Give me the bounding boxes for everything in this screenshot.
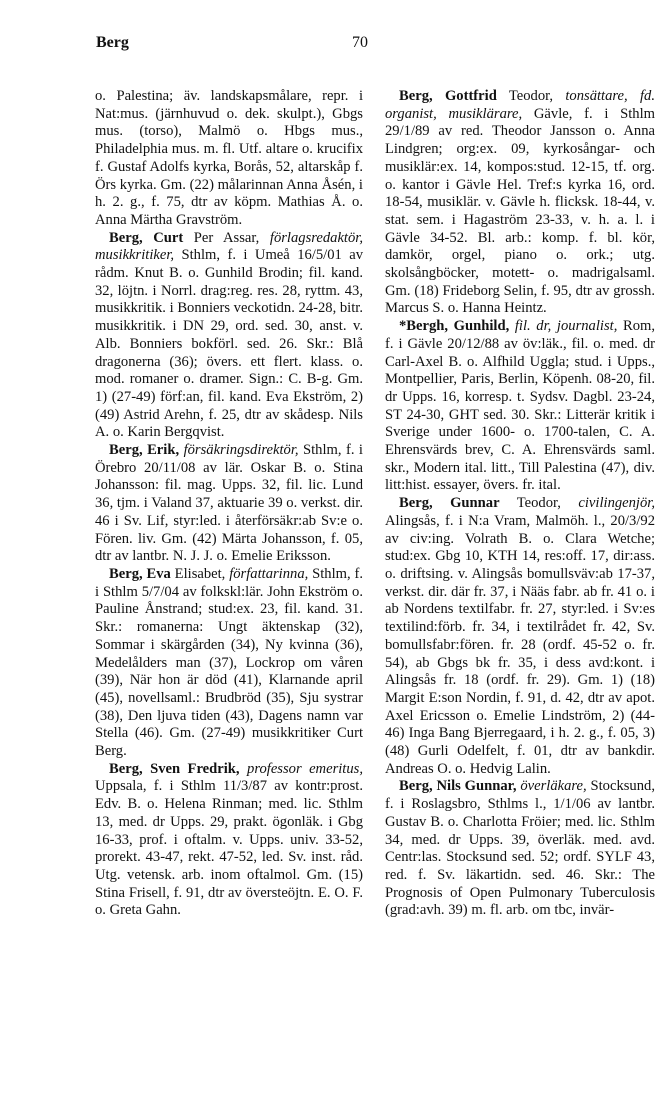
right-column: [385, 88, 655, 920]
page-number: 70: [352, 34, 368, 51]
entry-berg-sven: [95, 761, 363, 920]
entry-headword: Berg, Gunnar: [399, 495, 500, 512]
entry-text: o. Palestina; äv. landskapsmålare, repr. i Nat:mus. (järnhuvud o. dek. skulpt.), Gbgs mus. (torso), Malmö o. Hbgs mus., Philadelphia mus. m. fl. Utf. altare o. krucifix f. Gustaf Adolfs kyrka, Borås, 52, altarskåp f. Örs kyrka. Gm. (22) målarinnan Anna Åsén, i h. 2. g., f. 75, dtr av köpm. Mathias Å. o. Anna Märtha Gravström.: [95, 88, 363, 228]
entry-text: Rom, f. i Gävle 20/12/88 av öv:läk., fil. o. med. dr Carl-Axel B. o. Alfhild Uggla; stud. i Upps., Montpellier, Paris, Berlin, Köpenh. 08-20, fil. dr Upps. 16, korresp. t. Sydsv. Dagbl. 23-24, ST 24-30, GHT sed. 30. Skr.: Litterär kritik i Sverige under 1600- o. 1700-talen, C. A. Ehrensvärds brev, C. A. Ehrensvärds saml. skr., Modern ital. litt., Till Palestina (47), div. litt:hist. essayer, övers. fr. ital.: [385, 318, 655, 494]
entry-headword: *Bergh, Gunhild,: [399, 318, 510, 335]
entry-continuation: [95, 88, 363, 230]
entry-berg-curt: [95, 230, 363, 442]
entry-text: Uppsala, f. i Sthlm 11/3/87 av kontr:prost. Edv. B. o. Helena Rinman; med. lic. Sthlm 13, med. dr Upps. 29, prakt. ögonläk. i Gbg 16-33, prof. i oftalm. v. Upps. univ. 33-52, prorekt. 43-47, rekt. 47-52, led. Sv. inst. råd. Utg. vetensk. arb. inom oftalmol. Gm. (15) Stina Frisell, f. 91, dtr av översteöjtn. E. O. F. o. Greta Gahn.: [95, 778, 363, 919]
entry-text: Alingsås, f. i N:a Vram, Malmöh. l., 20/3/92 av civ:ing. Volrath B. o. Clara Wetche; stud:ex. Gbg 10, KTH 14, res:off. 17, dir:ass. o. driftsing. v. Alingsås bomullsväv:ab 17-37, verkst. dir. där fr. 37, i Nääs fabr. ab fr. 41 o. i ab Nordens textilfabr. fr. 27, styr:led. i Sv:es textilind:förb. fr. 34, i textilrådet fr. 42, Sv. bomullsfabr:fören. fr. 28 (ordf. 45-52 o. fr. 54), ab Gbgs bk fr. 35, i dess avd:kont. i Alingsås fr. 18 (ordf. fr. 29). Gm. 1) (18) Margit E:son Nordin, f. 91, d. 42, dtr av apot. Axel Ericsson o. Emelie Lindström, 2) (44-46) Inga Bang Bjerregaard, i h. 2. g., f. 05, 3) (48) Gurli Odelfelt, f. 01, dtr av bankdir. Andreas O. o. Hedvig Lalin.: [385, 512, 655, 777]
entry-given-names: Per Assar,: [193, 229, 260, 246]
running-header: Berg: [96, 34, 129, 51]
entry-title: försäkringsdirektör,: [183, 442, 299, 459]
entry-title: överläkare,: [520, 778, 587, 795]
entry-given-names: Teodor,: [516, 495, 561, 512]
entry-text: Sthlm, f. i Umeå 16/5/01 av rådm. Knut B. o. Gunhild Brodin; fil. kand. 32, löjtn. i Norrl. drag:reg. res. 28, ryttm. 43, musikkritik. i Bonniers veckotidn. 24-28, bitr. musikkritik. i DN 29, ord. sed. 30, anst. v. Alb. Bonniers bokförl. sed. 26. Skr.: Blå dragonerna (36); övers. ett flert. klass. o. mod. romaner o. dramer. Sign.: C. B-g. Gm. 1) (27-49) förf:an, fil. kand. Eva Ekström, 2) (49) Astrid Arehn, f. 25, dtr av skådesp. Nils A. o. Karin Bergqvist.: [95, 247, 363, 441]
entry-title: författarinna,: [229, 565, 309, 582]
entry-title: professor emeritus,: [247, 760, 363, 777]
entry-given-names: Elisabet,: [174, 565, 226, 582]
entry-text: Sthlm, f. i Örebro 20/11/08 av lär. Oskar B. o. Stina Johansson: fil. mag. Upps. 32, fil. lic. Lund 36, tjm. i Valand 37, aktuarie 39 o. verkst. dir. 46 i Sv. Lif, styr:led. i återförsäkr:ab Sv:e o. Fören. liv. Gm. (42) Märta Johansson, f. 05, dtr av lantbr. N. J. J. o. Emelie Eriksson.: [95, 442, 363, 565]
entry-given-names: Teodor,: [508, 88, 554, 104]
entry-headword: Berg, Gottfrid: [399, 88, 497, 104]
entry-text: Stocksund, f. i Roslagsbro, Sthlms l., 1/1/06 av lantbr. Gustav B. o. Charlotta Fröier; med. lic. Sthlm 34, med. dr Upps. 39, överläk. med. avd. Centr:las. Stocksund sed. 52; ordf. SYLF 43, red. f. Sv. läkartidn. sed. 46. Skr.: The Prognosis of Open Pulmonary Tuberculosis (grad:avh. 39) m. fl. arb. om tbc, invär-: [385, 778, 655, 919]
entry-text: Sthlm, f. i Sthlm 5/7/04 av folkskl:lär. John Ekström o. Pauline Ånstrand; stud:ex. 23, fil. kand. 31. Skr.: romanerna: Ungt äktenskap (32), Sommar i skärgården (34), Ny kvinna (36), Medelålders man (37), Lockrop om våren (39), När hon är död (41), Klarnande april (45), novellsaml.: Brudbröd (35), Sju systrar (38), Den ljuva tiden (43), Dagens namn var Stella (46). Gm. (27-49) musikkritiker Curt Berg.: [95, 565, 364, 760]
entry-bergh-gunhild: [385, 318, 655, 495]
entry-text: Gävle, f. i Sthlm 29/1/89 av red. Theodor Jansson o. Anna Lindgren; org:ex. 09, kyrkosångar- och musiklär:ex. 14, kompos:stud. 12-15, tf. org. o. kantor i Gävle Hel. Tref:s kyrka 16, ord. 18-54, musiklär. v. Gävle h. flicksk. 18-44, v. stat. sem. i Hagaström 23-33, v. h. a. l. i Gävle 34-52. Bl. arb.: komp. f. bl. kör, damkör, orgel, piano o. ork.; utg. skolsångböcker, motett- o. madrigalsaml. Gm. (18) Frideborg Selin, f. 95, dtr av grossh. Marcus S. o. Hanna Heintz.: [385, 105, 655, 317]
entry-title: civilingenjör,: [578, 495, 655, 512]
entry-berg-gunnar: [385, 495, 655, 778]
entry-headword: Berg, Eva: [109, 565, 171, 582]
entry-berg-nils-gunnar: [385, 778, 655, 920]
entry-headword: Berg, Curt: [109, 229, 184, 246]
entry-berg-gottfrid: [385, 88, 655, 318]
entry-title: förlagsredaktör, musikkritiker,: [95, 229, 363, 264]
left-column: [95, 88, 363, 920]
entry-headword: Berg, Erik,: [109, 442, 180, 459]
entry-berg-erik: [95, 442, 363, 566]
entry-headword: Berg, Nils Gunnar,: [399, 778, 517, 795]
entry-berg-eva: [95, 566, 363, 761]
entry-title: tonsättare, fd. organist, musiklärare,: [385, 88, 655, 122]
entry-title: fil. dr, journalist,: [514, 318, 618, 335]
entry-headword: Berg, Sven Fredrik,: [109, 760, 240, 777]
